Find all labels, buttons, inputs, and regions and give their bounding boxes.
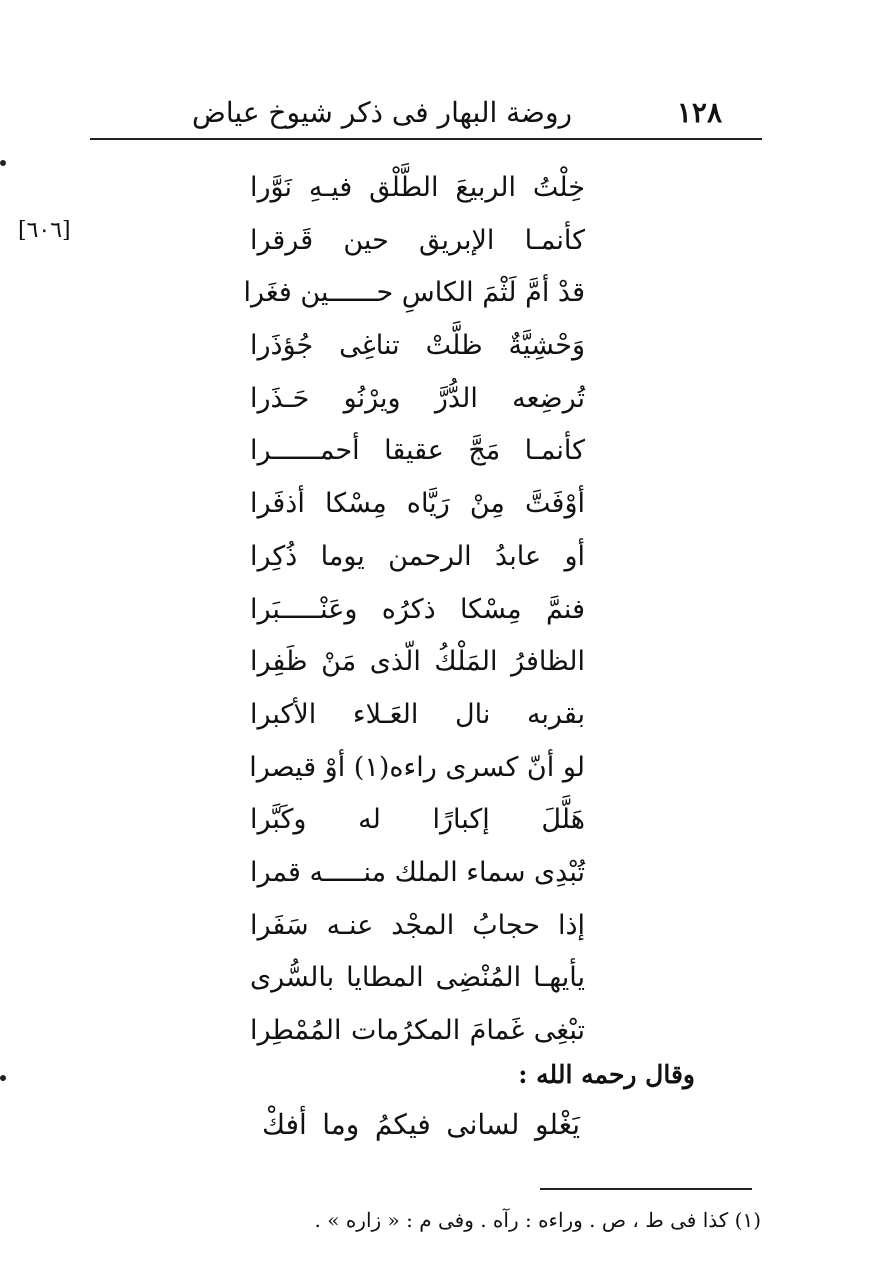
verse-line: أوْفَتَّ مِنْ رَيَّاه مِسْكا أذفَرا — [250, 488, 585, 520]
verse-line: قدْ أمَّ لَثْمَ الكاسِ حــــــين فغَرا — [243, 277, 585, 309]
poem-introduction: وقال رحمه الله : — [518, 1060, 695, 1089]
margin-mark-top — [0, 160, 6, 166]
poem — [243, 162, 585, 1058]
verse-line: خِلْتُ الربيعَ الطَّلْق فيـهِ نَوَّرا — [250, 172, 585, 203]
verse-line: تبْغِى غَمامَ المكرُمات المُمْطِرا — [250, 1015, 585, 1046]
running-head: روضة البهار فى ذكر شيوخ عياض — [191, 96, 572, 129]
verse-line: يأيهـا المُنْضِى المطايا بالسُّرى — [250, 962, 585, 994]
footnote: (١) كذا فى ط ، ص . وراءه : رآه . وفى م : « زاره » . — [314, 1208, 761, 1232]
verse-line: كأنمـا مَجَّ عقيقا أحمــــــرا — [250, 435, 585, 467]
footnote-divider — [540, 1188, 752, 1190]
verse-line: كأنمـا الإبريق حين قَرقرا — [250, 224, 585, 256]
verse-line: لو أنّ كسرى راءه(١) أوْ قيصرا — [249, 751, 585, 783]
verse-line: أو عابدُ الرحمن يوما ذُكِرا — [250, 540, 585, 572]
verse-line: الظافرُ المَلْكُ الّذى مَنْ ظَفِرا — [250, 646, 585, 678]
page-header — [90, 88, 762, 140]
margin-reference: [٦٠٦] — [18, 218, 71, 243]
verse-line: إذا حجابُ المجْد عنـه سَفَرا — [250, 909, 585, 941]
verse-line: هَلَّلَ إكبارًا له وكَبَّرا — [250, 804, 585, 836]
page-number: ١٢٨ — [676, 96, 722, 129]
verse-line: تُبْدِى سماء الملك منـــــه قمرا — [249, 856, 585, 888]
verse-line: وَحْشِيَّةٌ ظلَّتْ تناغِى جُؤذَرا — [250, 330, 585, 362]
verse-line: يَغْلو لسانى فيكمُ وما أفكْ — [262, 1108, 580, 1141]
verse-line: تُرضِعه الدُّرَّ ويرْنُو حَـذَرا — [250, 382, 585, 414]
verse-line: بقربه نال العَـلاء الأكبرا — [250, 698, 585, 730]
margin-mark-bottom — [0, 1075, 6, 1081]
verse-line: فنمَّ مِسْكا ذكرُه وعَنْـــــبَرا — [250, 593, 585, 625]
